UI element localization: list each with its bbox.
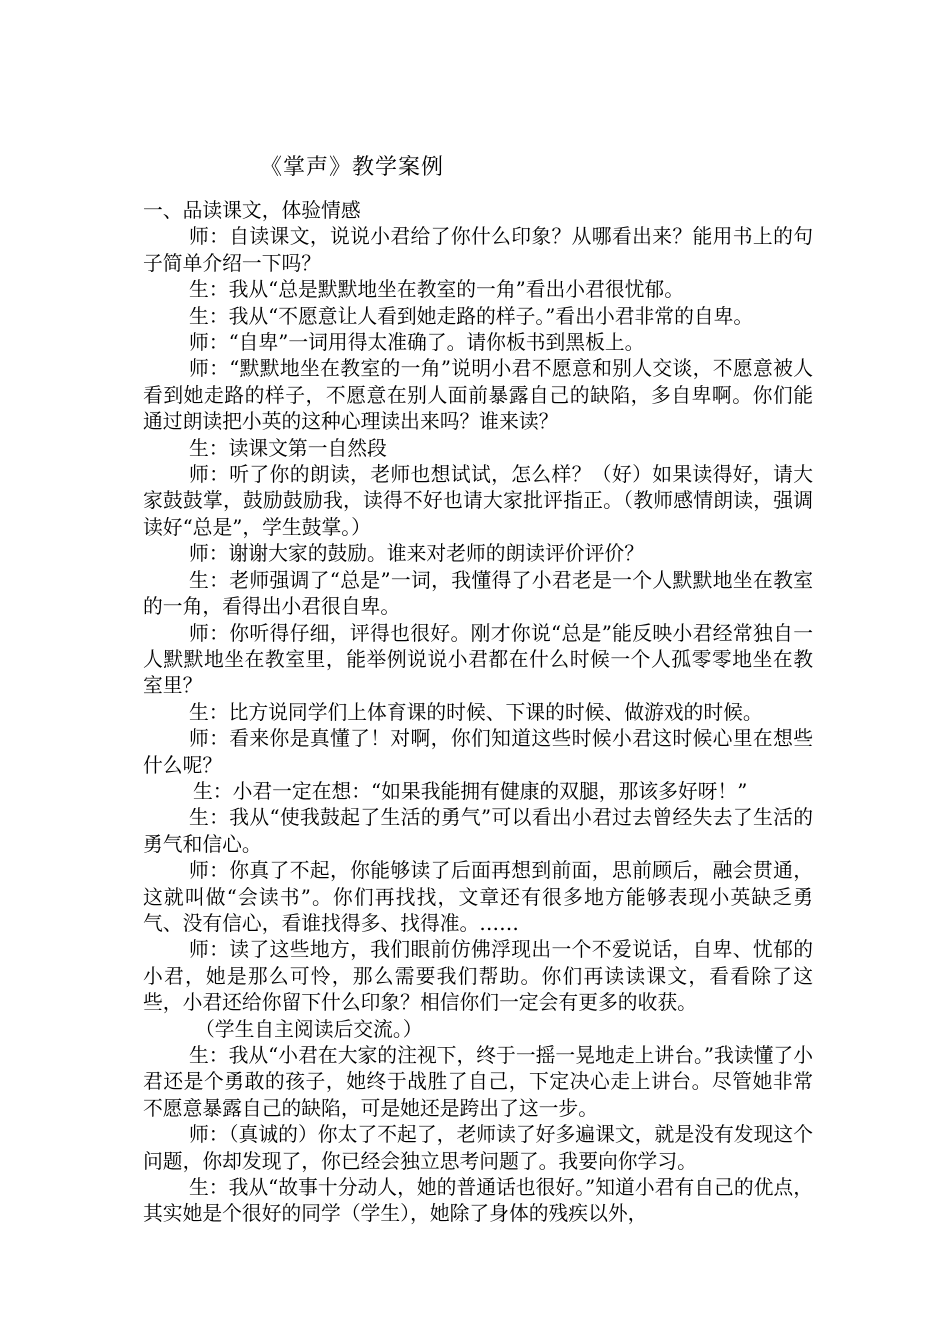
- paragraph: 生：小君一定在想：“如果我能拥有健康的双腿，那该多好呀！”: [193, 779, 748, 803]
- section-heading: 一、品读课文，体验情感: [143, 199, 361, 222]
- paragraph: 生：我从“使我鼓起了生活的勇气”可以看出小君过去曾经失去了生活的勇气和信心。: [143, 806, 813, 856]
- paragraph-note: （学生自主阅读后交流。）: [195, 1017, 423, 1041]
- paragraph: 生：我从“故事十分动人，她的普通话也很好。”知道小君有自己的优点，其实她是个很好的同学（学生），她除了身体的残疾以外，: [143, 1176, 813, 1226]
- paragraph: 师：自读课文，说说小君给了你什么印象？从哪看出来？能用书上的句子简单介绍一下吗？: [143, 225, 813, 275]
- document-body: [143, 198, 813, 1228]
- paragraph: 生：比方说同学们上体育课的时候、下课的时候、做游戏的时候。: [189, 700, 763, 724]
- paragraph: 师：读了这些地方，我们眼前仿佛浮现出一个不爱说话，自卑、忧郁的小君，她是那么可怜，那么需要我们帮助。你们再读读课文，看看除了这些，小君还给你留下什么印象？相信你们一定会有更多的收获。: [143, 938, 813, 1015]
- paragraph: 师：看来你是真懂了！对啊，你们知道这些时候小君这时候心里在想些什么呢？: [143, 727, 813, 777]
- paragraph: 师：你真了不起，你能够读了后面再想到前面，思前顾后，融会贯通，这就叫做“会读书”。你们再找找，文章还有很多地方能够表现小英缺乏勇气、没有信心，看谁找得多、找得准。……: [143, 859, 813, 935]
- paragraph: 生：读课文第一自然段: [189, 436, 387, 460]
- paragraph: 生：老师强调了“总是”一词，我懂得了小君老是一个人默默地坐在教室的一角，看得出小君很自卑。: [143, 568, 813, 619]
- paragraph: 师：“自卑”一词用得太准确了。请你板书到黑板上。: [189, 331, 645, 355]
- paragraph: 师：你听得仔细，评得也很好。刚才你说“总是”能反映小君经常独自一人默默地坐在教室里，能举例说说小君都在什么时候一个人孤零零地坐在教室里？: [143, 621, 813, 698]
- paragraph: 生：我从“不愿意让人看到她走路的样子。”看出小君非常的自卑。: [189, 304, 754, 328]
- paragraph: 师：谢谢大家的鼓励。谁来对老师的朗读评价评价？: [189, 542, 644, 566]
- paragraph: 师：（真诚的）你太了不起了，老师读了好多遍课文，就是没有发现这个问题，你却发现了，你已经会独立思考问题了。我要向你学习。: [143, 1123, 813, 1173]
- paragraph: 师：“默默地坐在教室的一角”说明小君不愿意和别人交谈，不愿意被人看到她走路的样子，不愿意在别人面前暴露自己的缺陷，多自卑啊。你们能通过朗读把小英的这种心理读出来吗？谁来读？: [143, 357, 813, 434]
- paragraph: 生：我从“总是默默地坐在教室的一角”看出小君很忧郁。: [189, 278, 684, 302]
- document-title: 《掌声》教学案例: [260, 155, 445, 180]
- paragraph: 师：听了你的朗读，老师也想试试，怎么样？（好）如果读得好，请大家鼓鼓掌，鼓励鼓励我，读得不好也请大家批评指正。（教师感情朗读，强调读好“总是”，学生鼓掌。）: [143, 463, 813, 539]
- paragraph: 生：我从“小君在大家的注视下，终于一摇一晃地走上讲台。”我读懂了小君还是个勇敢的孩子，她终于战胜了自己，下定决心走上讲台。尽管她非常不愿意暴露自己的缺陷，可是她还是跨出了这一步。: [143, 1044, 813, 1120]
